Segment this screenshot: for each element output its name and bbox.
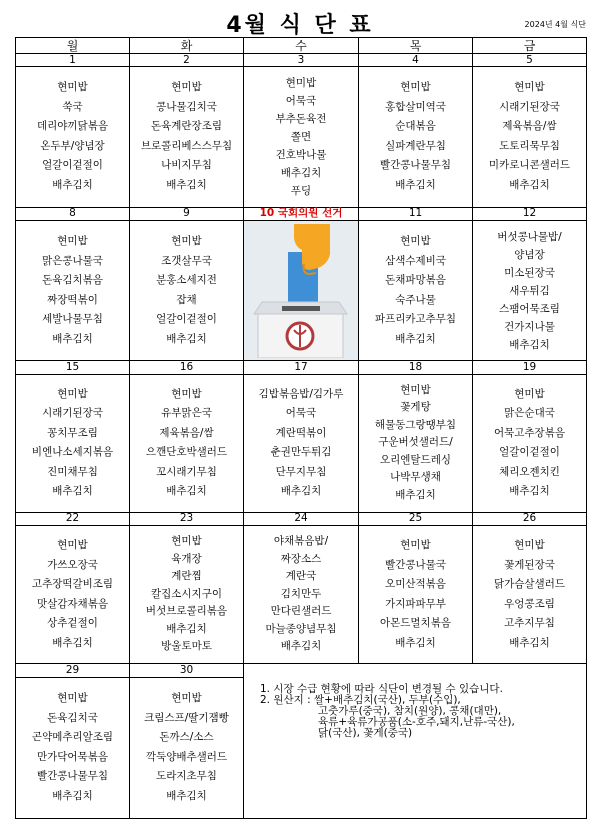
menu-item: 얼갈이겉절이	[156, 313, 217, 326]
menu-item: 건가지나물	[504, 320, 555, 333]
weekday-header: 목	[359, 38, 473, 54]
menu-item: 얼갈이겉절이	[42, 159, 103, 172]
menu-item: 배추김치	[166, 485, 207, 498]
menu-item: 배추김치	[166, 622, 207, 635]
menu-item: 어묵고추장볶음	[493, 426, 565, 439]
menu-cell	[16, 677, 130, 818]
menu-item: 현미밥	[285, 76, 317, 89]
menu-item: 현미밥	[171, 535, 202, 548]
menu-item: 만다린샐러드	[270, 605, 332, 618]
menu-item: 빨간콩나물국	[385, 558, 446, 571]
menu-item: 꼬시래기무침	[156, 465, 217, 478]
menu-item: 미소된장국	[504, 266, 555, 279]
menu-item: 삼색수제비국	[385, 254, 446, 267]
menu-item: 스팸어묵조림	[499, 302, 560, 315]
menu-item: 배추김치	[395, 488, 436, 501]
menu-item: 배추김치	[395, 636, 436, 649]
notes-box	[244, 664, 587, 819]
date-number: 1	[16, 54, 130, 67]
menu-item: 현미밥	[57, 539, 88, 552]
weekday-header: 금	[473, 38, 587, 54]
menu-item: 꽃게된장국	[504, 558, 555, 571]
menu-item: 체리오젠치킨	[499, 465, 560, 478]
menu-item: 배추김치	[509, 485, 550, 498]
menu-row	[16, 220, 587, 360]
menu-item: 돈까스/소스	[159, 731, 214, 744]
menu-item: 현미밥	[171, 81, 202, 94]
date-number: 19	[473, 361, 587, 374]
menu-item: 마늘종양념무침	[265, 622, 337, 635]
note-line: 육류+육류가공품(소-호주,돼지,난류-국산),	[318, 716, 515, 729]
menu-item: 콩나물김치국	[156, 100, 217, 113]
menu-item: 양념장	[514, 248, 545, 261]
menu-cell	[244, 374, 359, 512]
menu-item: 오미산적볶음	[385, 578, 446, 591]
date-number: 17	[244, 361, 359, 374]
date-row	[16, 512, 587, 525]
menu-item: 고추장떡갈비조림	[31, 578, 114, 591]
menu-item: 짜장소스	[280, 552, 322, 565]
menu-item: 제육볶음/쌈	[159, 426, 214, 439]
menu-cell	[244, 526, 359, 664]
date-number: 25	[359, 512, 473, 525]
menu-item: 칼집소시지구이	[150, 587, 222, 600]
menu-item: 진미채무침	[47, 465, 98, 478]
menu-cell	[130, 526, 244, 664]
menu-cell	[16, 526, 130, 664]
date-number: 23	[130, 512, 244, 525]
menu-item: 현미밥	[400, 539, 431, 552]
menu-cell	[359, 67, 473, 207]
menu-cell	[359, 374, 473, 512]
menu-item: 부추돈육전	[275, 112, 327, 125]
meal-calendar-table	[15, 37, 587, 819]
menu-row	[16, 374, 587, 512]
menu-cell	[473, 220, 587, 360]
election-illustration	[244, 220, 359, 360]
menu-item: 숙주나물	[395, 293, 436, 306]
menu-item: 쫄면	[290, 130, 312, 143]
menu-item: 돈육김치국	[47, 711, 98, 724]
menu-item: 꽃게탕	[400, 401, 431, 414]
menu-item: 김치만두	[280, 587, 322, 600]
menu-item: 배추김치	[52, 485, 93, 498]
menu-item: 건호박나물	[275, 148, 327, 161]
menu-item: 춘권만두튀김	[270, 446, 332, 459]
menu-item: 가쓰오장국	[47, 558, 98, 571]
menu-item: 실파계란무침	[385, 139, 446, 152]
menu-item: 곤약메추리알조림	[31, 731, 114, 744]
menu-item: 현미밥	[171, 692, 202, 705]
page-subtitle: 2024년 4월 식단	[524, 20, 586, 29]
menu-item: 돈육계란장조림	[150, 120, 222, 133]
menu-item: 온두부/양념장	[40, 139, 105, 152]
menu-item: 데리야끼닭볶음	[36, 120, 108, 133]
menu-row	[16, 67, 587, 207]
weekday-header-row	[16, 38, 587, 54]
menu-item: 맛살감자채볶음	[36, 597, 108, 610]
weekday-header: 월	[16, 38, 130, 54]
note-line: 1. 시장 수급 현황에 따라 식단이 변경될 수 있습니다.	[260, 683, 503, 696]
menu-item: 김밥볶음밥/김가루	[258, 387, 344, 400]
date-number: 3	[244, 54, 359, 67]
menu-item: 빨간콩나물무침	[36, 770, 108, 783]
date-row	[16, 54, 587, 67]
date-row	[16, 361, 587, 374]
menu-cell	[473, 526, 587, 664]
menu-cell	[130, 67, 244, 207]
menu-item: 나비지무침	[161, 159, 212, 172]
menu-item: 현미밥	[400, 81, 431, 94]
date-row	[16, 207, 587, 220]
menu-item: 배추김치	[52, 332, 93, 345]
menu-item: 배추김치	[52, 789, 93, 802]
date-number: 24	[244, 512, 359, 525]
menu-item: 계란찜	[171, 570, 202, 583]
date-number: 4	[359, 54, 473, 67]
ballot-box-vote-icon	[244, 224, 357, 358]
menu-item: 현미밥	[171, 235, 202, 248]
menu-item: 현미밥	[171, 387, 202, 400]
menu-item: 오리엔탈드레싱	[379, 453, 451, 466]
menu-item: 푸딩	[290, 184, 312, 197]
menu-item: 어묵국	[285, 94, 317, 107]
menu-item: 버섯브로콜리볶음	[145, 605, 228, 618]
menu-item: 방울토마토	[161, 640, 212, 653]
menu-item: 현미밥	[57, 235, 88, 248]
page-title: 4월 식 단 표	[226, 13, 374, 38]
menu-item: 닭가슴살샐러드	[493, 578, 565, 591]
menu-item: 세발나물무침	[42, 313, 103, 326]
date-number: 29	[16, 664, 130, 677]
menu-item: 돈채파망볶음	[385, 274, 446, 287]
menu-item: 버섯콩나물밥/	[497, 230, 562, 243]
menu-item: 현미밥	[514, 539, 545, 552]
menu-item: 쑥국	[62, 100, 83, 113]
date-number: 5	[473, 54, 587, 67]
menu-item: 상추겉절이	[47, 617, 98, 630]
date-number: 30	[130, 664, 244, 677]
menu-item: 배추김치	[395, 178, 436, 191]
menu-item: 구운버섯샐러드/	[378, 436, 453, 449]
menu-item: 아몬드멸치볶음	[379, 617, 451, 630]
menu-cell	[16, 374, 130, 512]
note-line: 2. 원산지 : 쌀+배추김치(국산), 두부(수입),	[260, 694, 461, 707]
menu-item: 제육볶음/쌈	[502, 120, 557, 133]
menu-item: 현미밥	[57, 81, 88, 94]
menu-item: 맑은콩나물국	[42, 254, 103, 267]
menu-item: 파프리카고추무침	[374, 313, 457, 326]
menu-cell	[130, 220, 244, 360]
menu-item: 으깬단호박샐러드	[145, 446, 228, 459]
menu-item: 배추김치	[395, 332, 436, 345]
weekday-header: 화	[130, 38, 244, 54]
menu-cell	[244, 67, 359, 207]
menu-item: 배추김치	[166, 178, 207, 191]
note-line: 닭(국산), 꽃게(중국)	[318, 727, 413, 740]
menu-item: 육개장	[171, 552, 202, 565]
weekday-header: 수	[244, 38, 359, 54]
menu-item: 가지파파무부	[385, 597, 446, 610]
menu-item: 계란떡볶이	[275, 426, 327, 439]
menu-item: 돈육김치볶음	[42, 274, 103, 287]
menu-cell	[473, 374, 587, 512]
menu-item: 크림스프/딸기잼빵	[144, 711, 229, 724]
menu-item: 깍둑양배추샐러드	[145, 750, 228, 763]
menu-item: 우엉콩조림	[504, 597, 555, 610]
menu-item: 어묵국	[285, 407, 317, 420]
date-number: 2	[130, 54, 244, 67]
date-number: 12	[473, 207, 587, 220]
menu-row	[16, 526, 587, 664]
menu-item: 배추김치	[509, 338, 550, 351]
menu-item: 미카로니콘샐러드	[488, 159, 571, 172]
menu-item: 배추김치	[509, 636, 550, 649]
menu-item: 잡채	[176, 293, 197, 306]
menu-item: 배추김치	[280, 166, 322, 179]
menu-item: 현미밥	[57, 387, 88, 400]
menu-item: 배추김치	[166, 332, 207, 345]
menu-item: 현미밥	[514, 387, 545, 400]
date-number: 22	[16, 512, 130, 525]
menu-cell	[359, 526, 473, 664]
menu-item: 현미밥	[400, 235, 431, 248]
menu-item: 조갯살무국	[161, 254, 212, 267]
date-number: 26	[473, 512, 587, 525]
date-number: 11	[359, 207, 473, 220]
menu-item: 도라지초무침	[156, 770, 217, 783]
menu-item: 비엔나소세지볶음	[31, 446, 114, 459]
menu-item: 홍합살미역국	[385, 100, 446, 113]
date-number: 8	[16, 207, 130, 220]
menu-item: 고추지무침	[504, 617, 555, 630]
menu-item: 시래기된장국	[42, 407, 103, 420]
menu-item: 배추김치	[166, 789, 207, 802]
menu-item: 현미밥	[400, 383, 431, 396]
menu-item: 짜장떡볶이	[47, 293, 98, 306]
menu-item: 현미밥	[57, 692, 88, 705]
menu-cell	[473, 67, 587, 207]
date-number: 16	[130, 361, 244, 374]
menu-item: 나박무생채	[390, 471, 441, 484]
menu-item: 배추김치	[52, 178, 93, 191]
menu-item: 브로콜리베스스무침	[140, 139, 233, 152]
menu-item: 새우튀김	[509, 284, 550, 297]
menu-item: 맑은순대국	[504, 407, 555, 420]
menu-item: 단무지무침	[275, 465, 327, 478]
date-row	[16, 664, 587, 677]
menu-cell	[130, 677, 244, 818]
menu-cell	[130, 374, 244, 512]
menu-item: 배추김치	[509, 178, 550, 191]
menu-item: 배추김치	[52, 636, 93, 649]
menu-item: 계란국	[285, 570, 317, 583]
menu-item: 유부맑은국	[161, 407, 212, 420]
menu-item: 시래기된장국	[499, 100, 560, 113]
menu-item: 분홍소세지전	[156, 274, 217, 287]
menu-cell	[16, 67, 130, 207]
menu-item: 만가닥어묵볶음	[36, 750, 108, 763]
menu-item: 순대볶음	[395, 120, 436, 133]
menu-item: 빨간콩나물무침	[379, 159, 451, 172]
date-number: 18	[359, 361, 473, 374]
menu-item: 배추김치	[280, 485, 322, 498]
menu-item: 도토리묵무침	[499, 139, 560, 152]
election-day-label: 10 국회의원 선거	[244, 207, 359, 220]
note-line: 고춧가루(중국), 참치(원양), 콩채(대만),	[318, 705, 502, 718]
menu-item: 해물동그랑땡부침	[374, 418, 457, 431]
menu-item: 얼갈이겉절이	[499, 446, 560, 459]
date-number: 9	[130, 207, 244, 220]
menu-item: 현미밥	[514, 81, 545, 94]
menu-item: 배추김치	[280, 640, 322, 653]
date-number: 15	[16, 361, 130, 374]
menu-item: 꽁치무조림	[47, 426, 98, 439]
menu-cell	[16, 220, 130, 360]
menu-item: 야채볶음밥/	[273, 535, 329, 548]
menu-cell	[359, 220, 473, 360]
